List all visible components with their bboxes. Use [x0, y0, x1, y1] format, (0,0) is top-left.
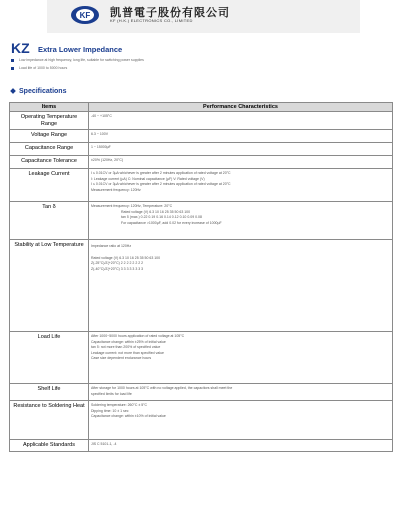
header-performance: Performance Characteristics	[89, 103, 393, 112]
perf-cell: Impedance ratio at 120Hz Rated voltage (V) 6.3 10 16 25 35 50 63 100 Z(-25°C)/Z(+20°C) 2 2 2 2 2 2 2 2 Z(-40°C)/Z(+20°C) 3 3 3 3 3 3 3 3	[89, 240, 393, 332]
feature-item	[11, 66, 67, 70]
feature-item	[11, 58, 144, 62]
table-row	[10, 332, 393, 384]
item-label: Resistance to Soldering Heat	[10, 401, 89, 440]
company-name-cn: 凯普電子股份有限公司	[110, 6, 230, 19]
item-label: Shelf Life	[10, 384, 89, 401]
perf-cell: 1 ~ 15000µF	[89, 143, 393, 156]
item-label: Load Life	[10, 332, 89, 384]
series-title: Extra Lower Impedance	[38, 45, 123, 54]
feature-text: Load life of 1000 to 5000 hours	[19, 66, 68, 70]
table-row	[10, 143, 393, 156]
header-items: Items	[10, 103, 89, 112]
perf-cell: Soldering temperature: 260°C ± 5°C Dipping time: 10 ± 1 sec Capacitance change: within ±10% of initial value	[89, 401, 393, 440]
item-label: Operating Temperature Range	[10, 112, 89, 130]
table-row	[10, 401, 393, 440]
item-label: Capacitance Range	[10, 143, 89, 156]
perf-cell: JIS C 5101-1, -4	[89, 440, 393, 452]
specifications-table	[9, 102, 393, 452]
company-logo	[70, 5, 100, 25]
table-row	[10, 112, 393, 130]
item-label: Capacitance Tolerance	[10, 156, 89, 169]
table-row	[10, 169, 393, 202]
perf-cell: After storage for 1000 hours at 105°C with no voltage applied, the capacitors shall meet the specified limits for load life	[89, 384, 393, 401]
perf-cell: -40 ~ +105°C	[89, 112, 393, 130]
table-row	[10, 440, 393, 452]
specifications-heading: Specifications	[11, 88, 66, 95]
item-label: Applicable Standards	[10, 440, 89, 452]
item-label: Tan δ	[10, 202, 89, 240]
perf-cell: Measurement frequency: 120Hz, Temperature: 20°C Rated voltage (V) 6.3 10 16 25 35 50 63 100 tan δ (max.) 0.22 0.19 0.16 0.14 0.12 0.10 0.09 0.08 For capacitance >1000µF, add 0.02 for every increase of 1000µF	[89, 202, 393, 240]
table-row	[10, 240, 393, 332]
logo-text: KF	[79, 11, 91, 20]
perf-cell: 6.3 ~ 100V	[89, 130, 393, 143]
perf-cell: ±20% (120Hz, 20°C)	[89, 156, 393, 169]
bullet-icon	[11, 59, 14, 62]
bullet-icon	[11, 67, 14, 70]
item-label: Voltage Range	[10, 130, 89, 143]
table-row	[10, 156, 393, 169]
company-name-en: KF (H.K.) ELECTRONICS CO., LIMITED	[110, 18, 193, 23]
feature-text: Low impedance at high frequency, long life, suitable for switching power supplies	[19, 58, 144, 62]
item-label: Leakage Current	[10, 169, 89, 202]
table-row	[10, 130, 393, 143]
table-row	[10, 202, 393, 240]
perf-cell: I ≤ 0.01CV or 3µA whichever is greater after 2 minutes application of rated voltage at 20°C I: Leakage current (µA) C: Nominal capacitance (µF) V: Rated voltage (V) I ≤ 0.01CV or 3µA whichever is greater after 2 minutes application of rated voltage at 20°C Measurement frequency: 120Hz	[89, 169, 393, 202]
series-code: KZ	[11, 40, 30, 56]
diamond-icon	[10, 88, 16, 94]
item-label: Stability at Low Temperature	[10, 240, 89, 332]
perf-cell: After 1000~5000 hours application of rated voltage at 105°C Capacitance change: within ±25% of initial value tan δ: not more than 200% of specified value Leakage current: not more than specified value Case size dependent endurance hours	[89, 332, 393, 384]
table-row	[10, 384, 393, 401]
